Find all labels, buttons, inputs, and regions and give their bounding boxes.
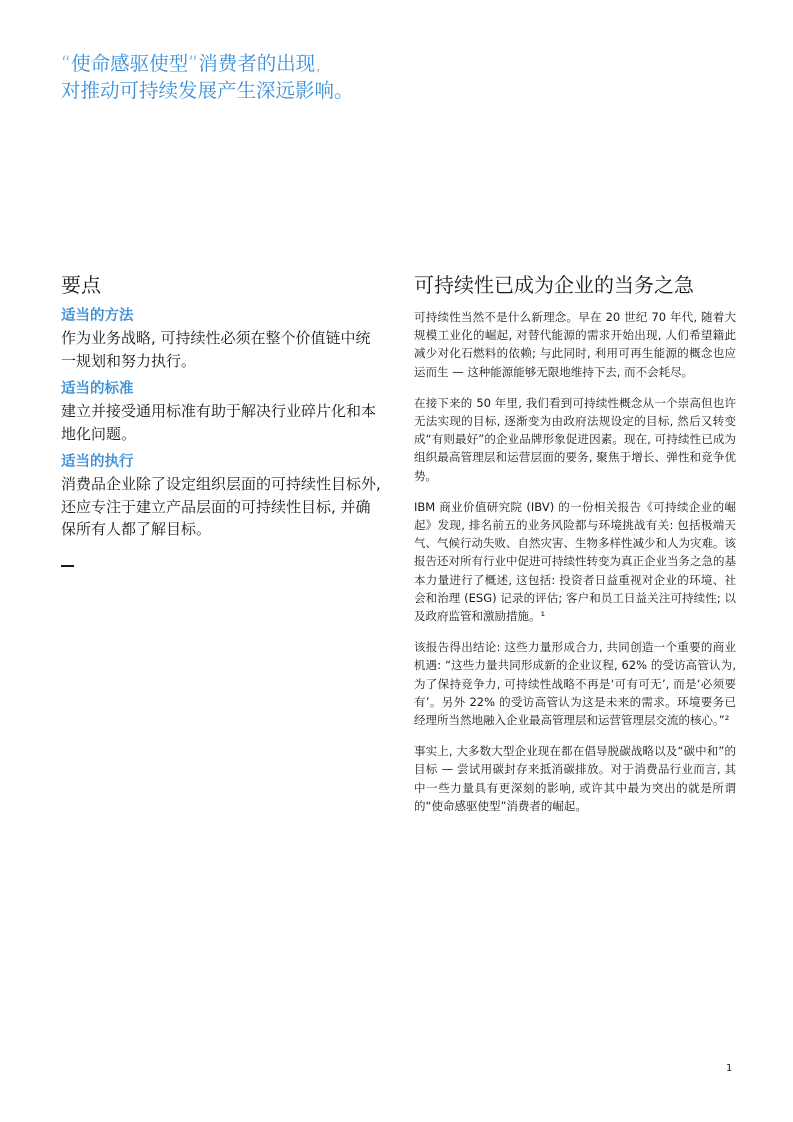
key-points-title: 要点 [61, 273, 101, 297]
article-paragraph: 可持续性当然不是什么新理念。早在 20 世纪 70 年代, 随着大规模工业化的崛起, 对替代能源的需求开始出现, 人们希望籍此减少对化石燃料的依赖; 与此同时, 利用可再生能源的概念也应运而生 — 这种能源能够无限地维持下去, 而不会耗尽。 [414, 310, 736, 379]
article-section [414, 272, 736, 828]
key-point-heading: 适当的执行 [61, 454, 134, 470]
key-point-heading: 适当的标准 [61, 381, 134, 397]
key-point-item [61, 452, 383, 541]
headline-line-1: “使命感驱使型”消费者的出现, [61, 52, 322, 75]
article-paragraph: 在接下来的 50 年里, 我们看到可持续性概念从一个崇高但也许无法实现的目标, 逐渐变为由政府法规设定的目标, 然后又转变成“有则最好”的企业品牌形象促进因素。现在, 可持续性已成为组织最高管理层和运营层面的要务, 聚焦于增长、弹性和竞争优势。 [414, 395, 736, 483]
article-paragraph: 该报告得出结论: 这些力量形成合力, 共同创造一个重要的商业机遇: “这些力量共同形成新的企业议程, 62% 的受访高管认为, 为了保持竞争力, 可持续性战略不再是‘可有可无’, 而是‘必须要有’。另外 22% 的受访高管认为这是未来的需求。环境要务已经理所当然地融入企业最高管理层和运营管理层交流的核心。”² [414, 640, 736, 728]
key-point-body: 消费品企业除了设定组织层面的可持续性目标外, 还应专注于建立产品层面的可持续性目标, 并确保所有人都了解目标。 [61, 475, 381, 538]
key-point-heading: 适当的方法 [61, 308, 134, 324]
headline [61, 50, 401, 104]
article-paragraph: IBM 商业价值研究院 (IBV) 的一份相关报告《可持续企业的崛起》发现, 排名前五的业务风险都与环境挑战有关: 包括极端天气、气候行动失败、自然灾害、生物多样性减少和人为灾难。该报告还对所有行业中促进可持续性转变为真正企业当务之急的基本力量进行了概述, 这包括: 投资者日益重视对企业的环境、社会和治理 (ESG) 记录的评估; 客户和员工日益关注可持续性; 以及政府监管和激励措施。¹ [414, 499, 736, 624]
key-points-section [61, 272, 383, 567]
key-point-item [61, 306, 383, 372]
section-divider [61, 565, 74, 567]
article-title: 可持续性已成为企业的当务之急 [414, 273, 694, 297]
headline-line-2: 对推动可持续发展产生深远影响。 [61, 79, 354, 102]
key-point-body: 作为业务战略, 可持续性必须在整个价值链中统一规划和努力执行。 [61, 329, 371, 370]
article-paragraph: 事实上, 大多数大型企业现在都在倡导脱碳战略以及“碳中和”的目标 — 尝试用碳封存来抵消碳排放。对于消费品行业而言, 其中一些力量具有更深刻的影响, 或许其中最为突出的就是所谓的“使命感驱使型”消费者的崛起。 [414, 744, 736, 813]
key-point-body: 建立并接受通用标准有助于解决行业碎片化和本地化问题。 [61, 402, 377, 443]
key-point-item [61, 379, 383, 445]
page-number: 1 [726, 1063, 733, 1074]
